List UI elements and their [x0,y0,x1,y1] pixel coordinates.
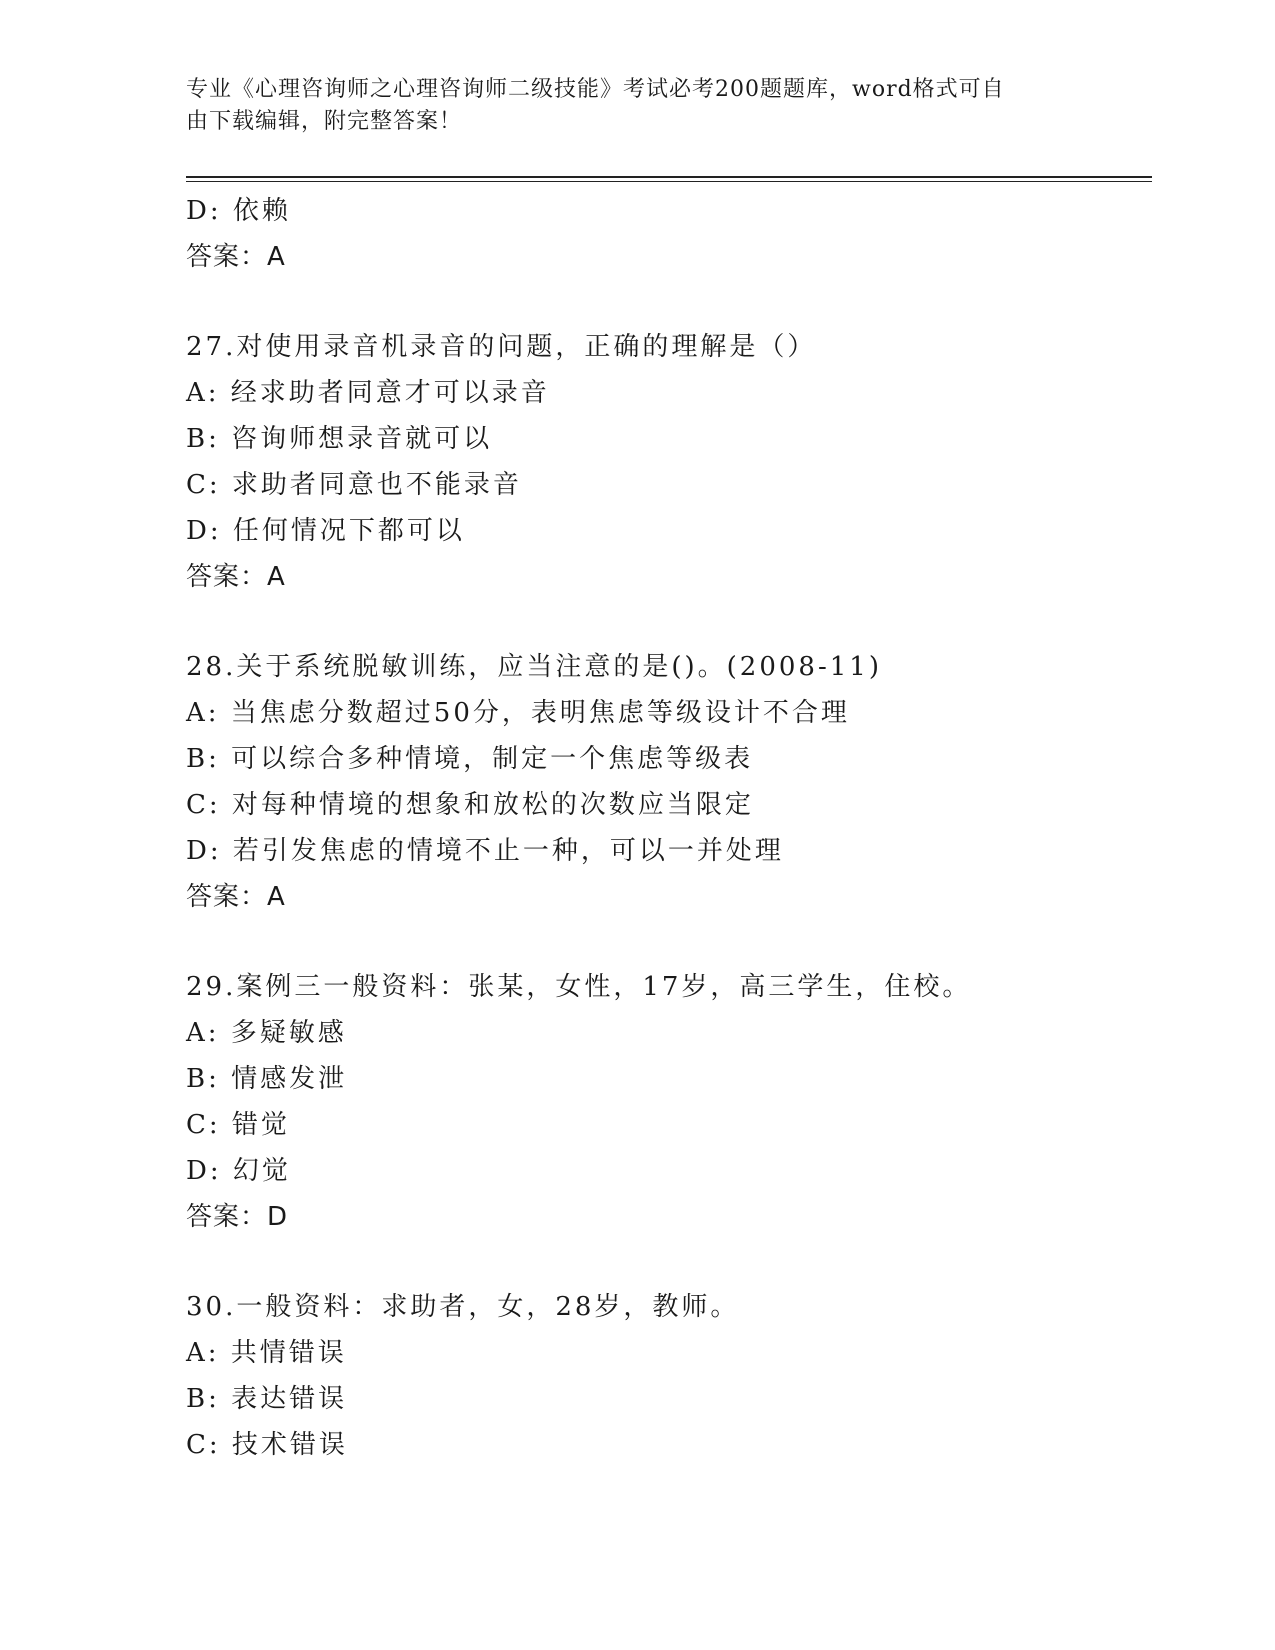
option-c: C: 求助者同意也不能录音 [186,470,522,500]
option-c: C: 对每种情境的想象和放松的次数应当限定 [186,790,754,820]
answer-line: 答案：A [186,242,286,272]
answer-line: 答案：A [186,882,286,912]
option-b: B: 可以综合多种情境，制定一个焦虑等级表 [186,744,754,774]
option-a: A: 共情错误 [186,1338,347,1368]
option-d: D: 任何情况下都可以 [186,516,465,546]
header-divider-thin [186,181,1152,182]
question-stem: 30.一般资料：求助者，女，28岁，教师。 [186,1292,740,1322]
document-header [186,74,1066,138]
question-stem: 27.对使用录音机录音的问题，正确的理解是（） [186,332,817,362]
option-a: A: 多疑敏感 [186,1018,347,1048]
question-stem: 29.案例三一般资料：张某，女性，17岁，高三学生，住校。 [186,972,972,1002]
question-list [186,188,1152,1468]
option-b: B: 咨询师想录音就可以 [186,424,493,454]
option-c: C: 技术错误 [186,1430,348,1460]
header-divider-thick [186,176,1152,178]
header-line-1: 专业《心理咨询师之心理咨询师二级技能》考试必考200题题库，word格式可自 [186,77,1005,102]
option-b: B: 情感发泄 [186,1064,348,1094]
answer-line: 答案：D [186,1202,289,1232]
option-b: B: 表达错误 [186,1384,348,1414]
option-a: A: 经求助者同意才可以录音 [186,378,550,408]
option-d: D: 若引发焦虑的情境不止一种，可以一并处理 [186,836,784,866]
option-a: A: 当焦虑分数超过50分，表明焦虑等级设计不合理 [186,698,850,728]
answer-line: 答案：A [186,562,286,592]
header-line-2: 由下载编辑，附完整答案！ [186,109,463,134]
option-d: D: 依赖 [186,196,291,226]
option-d: D: 幻觉 [186,1156,291,1186]
option-c: C: 错觉 [186,1110,290,1140]
question-stem: 28.关于系统脱敏训练，应当注意的是()。(2008-11) [186,652,882,682]
